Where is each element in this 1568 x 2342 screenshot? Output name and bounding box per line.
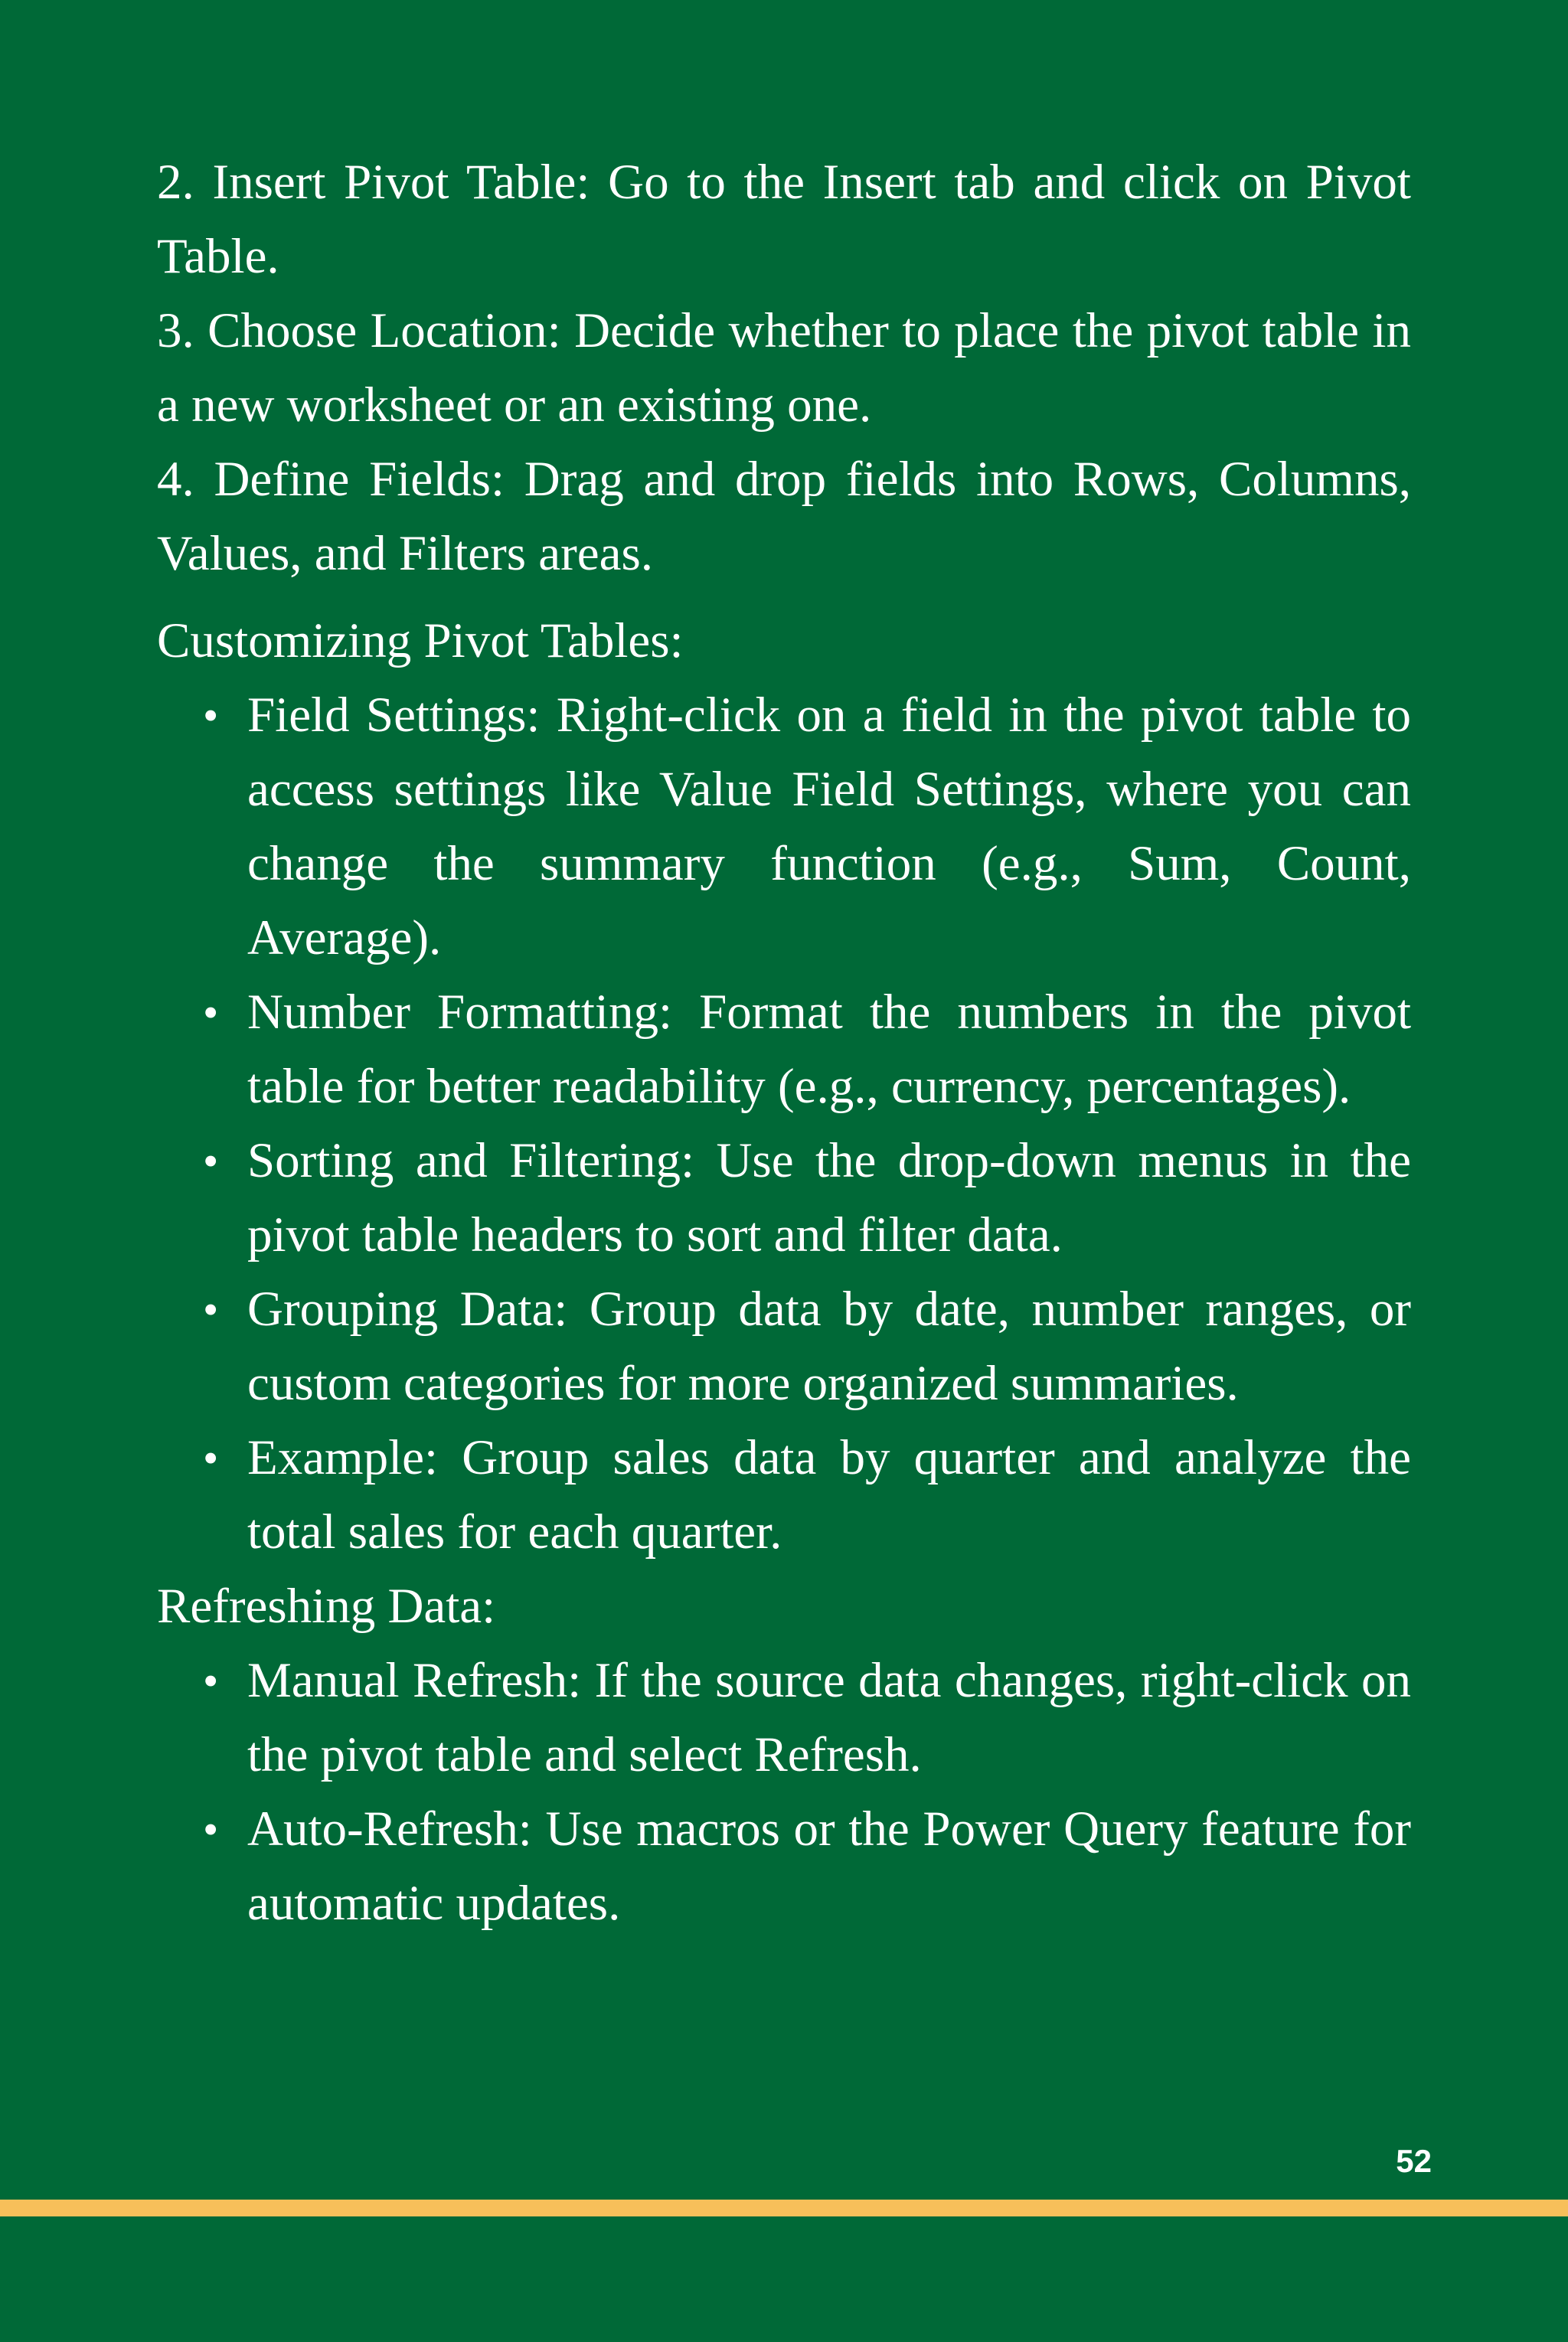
list-item — [203, 1421, 1411, 1569]
footer-rule — [0, 2200, 1568, 2216]
list-item — [203, 678, 1411, 975]
list-item-text: Example: Group sales data by quarter and analyze the total sales for each quarter. — [247, 1430, 1411, 1560]
customizing-heading: Customizing Pivot Tables: — [157, 613, 684, 668]
bullet-icon: • — [203, 1136, 219, 1186]
list-item-text: Sorting and Filtering: Use the drop-down menus in the pivot table headers to sort and filter data. — [247, 1133, 1411, 1262]
step-define-fields: 4. Define Fields: Drag and drop fields into Rows, Columns, Values, and Filters areas. — [157, 452, 1411, 581]
step-choose-location: 3. Choose Location: Decide whether to place the pivot table in a new worksheet or an existing one. — [157, 303, 1411, 433]
list-item-text: Grouping Data: Group data by date, number ranges, or custom categories for more organized summaries. — [247, 1282, 1411, 1411]
bullet-icon: • — [203, 691, 219, 740]
bullet-icon: • — [203, 1656, 219, 1706]
list-item-text: Manual Refresh: If the source data changes, right-click on the pivot table and select Refresh. — [247, 1653, 1411, 1782]
customizing-list — [157, 678, 1411, 1569]
refreshing-list — [157, 1644, 1411, 1941]
refreshing-heading: Refreshing Data: — [157, 1579, 496, 1634]
list-item — [203, 1272, 1411, 1421]
list-item — [203, 1792, 1411, 1941]
bullet-icon: • — [203, 1285, 219, 1334]
list-item-text: Number Formatting: Format the numbers in the pivot table for better readability (e.g., currency, percentages). — [247, 985, 1411, 1114]
list-item — [203, 1124, 1411, 1272]
list-item — [203, 975, 1411, 1124]
bullet-icon: • — [203, 1433, 219, 1483]
bullet-icon: • — [203, 1805, 219, 1854]
bullet-icon: • — [203, 988, 219, 1037]
page-content — [157, 145, 1411, 1941]
list-item — [203, 1644, 1411, 1792]
list-item-text: Field Settings: Right-click on a field in the pivot table to access settings like Value Field Settings, where you can change the summary function (e.g., Sum, Count, Average). — [247, 688, 1411, 965]
list-item-text: Auto-Refresh: Use macros or the Power Query feature for automatic updates. — [247, 1801, 1411, 1931]
page-number: 52 — [1396, 2143, 1432, 2179]
step-insert-pivot-table: 2. Insert Pivot Table: Go to the Insert tab and click on Pivot Table. — [157, 155, 1411, 284]
